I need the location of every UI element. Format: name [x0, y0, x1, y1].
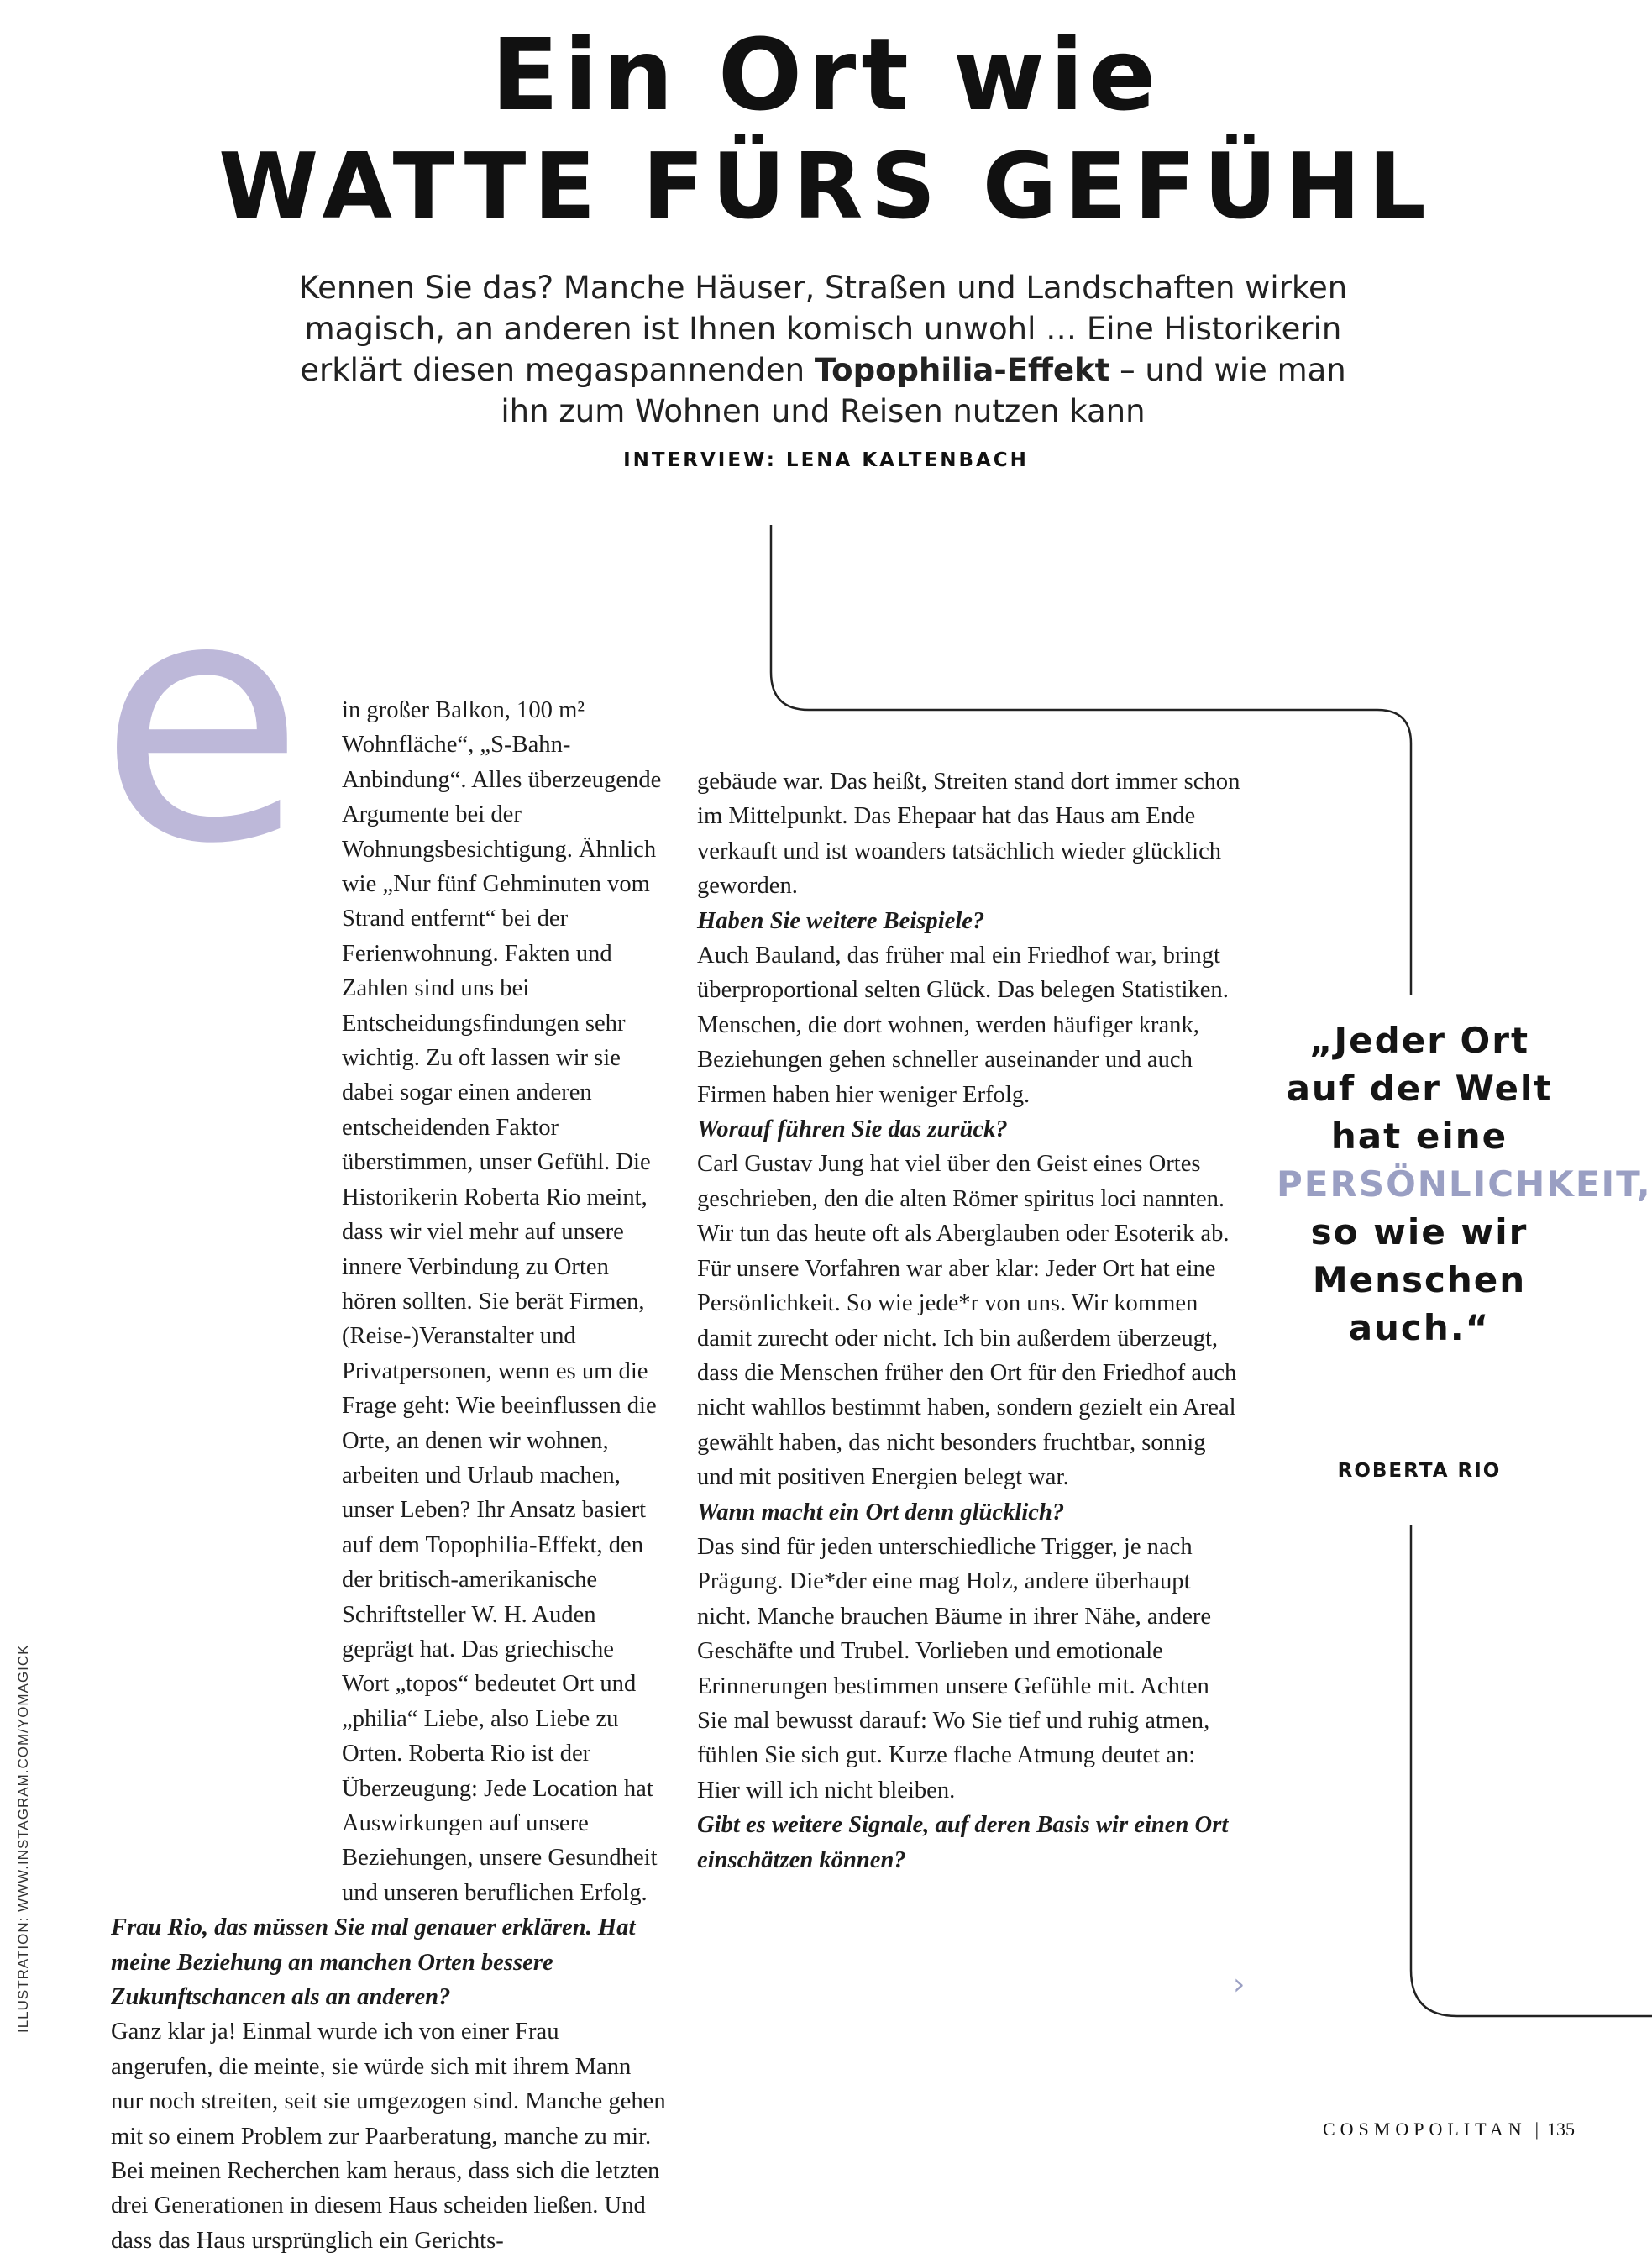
article-paragraph: Carl Gustav Jung hat viel über den Geist eines Ortes geschrieben, den die alten Römer spiritus loci nannten. Wir tun das heute oft als Aberglauben oder Esoterik ab. Für unsere Vorfahren war aber klar: Jeder Ort hat eine Persönlichkeit. So wie jede*r von uns. Wir kommen damit zurecht oder nicht. Ich bin außerdem überzeugt, dass die Menschen früher den Ort für den Friedhof auch nicht wahllos bestimmt haben, sondern gezielt ein Areal gewählt haben, das nicht besonders fruchtbar, sonnig und mit positiven Energien belegt war.: [697, 1151, 1237, 1491]
pull-quote: [1277, 1016, 1652, 1352]
byline: INTERVIEW: LENA KALTENBACH: [623, 449, 1029, 471]
pull-quote-before: „Jeder Ort auf der Welt hat eine: [1286, 1020, 1553, 1157]
article-paragraph: gebäude war. Das heißt, Streiten stand dort immer schon im Mittelpunkt. Das Ehepaar hat das Haus am Ende verkauft und ist woanders tatsächlich wieder glücklich geworden.: [697, 769, 1240, 900]
page-footer: [1323, 2119, 1592, 2140]
intro-text-before: Kennen Sie das? Manche Häuser, Straßen und Landschaften wirken magisch, an anderen ist Ihnen komisch unwohl … Eine Historikerin erklärt diesen megaspannenden: [298, 270, 1348, 388]
illustration-credit: ILLUSTRATION: WWW.INSTAGRAM.COM/YOMAGICK: [15, 1644, 31, 2033]
intro-text-after: – und wie man ihn zum Wohnen und Reisen nutzen kann: [501, 352, 1346, 429]
article-paragraph: Das sind für jeden unterschiedliche Trigger, je nach Prägung. Die*der eine mag Holz, andere überhaupt nicht. Manche brauchen Bäume in ihrer Nähe, andere Geschäfte und Trubel. Vorlieben und emotionale Erinnerungen bestimmen unsere Gefühle mit. Achten Sie mal bewusst darauf: Wo Sie tief und ruhig atmen, fühlen Sie sich gut. Kurze flache Atmung deutet an: Hier will ich nicht bleiben.: [697, 1533, 1212, 1804]
magazine-name: COSMOPOLITAN: [1323, 2119, 1527, 2140]
headline-line-2: WATTE FÜRS GEFÜHL: [218, 134, 1434, 239]
article-paragraph: Ganz klar ja! Einmal wurde ich von einer Frau angerufen, die meinte, sie würde sich mit ihrem Mann nur noch streiten, seit sie umgezogen sind. Manche gehen mit so einem Problem zur Paarberatung, manche zu mir. Bei meinen Recherchen kam heraus, dass sich die letzten drei Generationen in diesem Haus scheiden ließen. Und dass das Haus ursprünglich ein Gerichts-: [111, 2019, 666, 2254]
interview-question: Frau Rio, das müssen Sie mal genauer erklären. Hat meine Beziehung an manchen Orten bessere Zukunftschancen als an anderen?: [111, 1914, 636, 2011]
intro-highlight: Topophilia-Effekt: [814, 352, 1110, 388]
article-column-left: [111, 693, 667, 2258]
continue-arrow-icon: ›: [1233, 1967, 1246, 2002]
article-paragraph: Auch Bauland, das früher mal ein Friedhof war, bringt überproportional selten Glück. Das belegen Statistiken. Menschen, die dort wohnen, werden häufiger krank, Beziehungen gehen schneller auseinander und auch Firmen haben hier weniger Erfolg.: [697, 943, 1229, 1108]
page-number: 135: [1547, 2119, 1575, 2140]
interview-question: Haben Sie weitere Beispiele?: [697, 907, 985, 934]
pull-quote-after: so wie wir Menschen auch.“: [1310, 1211, 1529, 1348]
interview-question: Worauf führen Sie das zurück?: [697, 1116, 1008, 1143]
headline-line-1: Ein Ort wie: [490, 17, 1162, 133]
pull-quote-author: ROBERTA RIO: [1337, 1460, 1502, 1482]
interview-question: Wann macht ein Ort denn glücklich?: [697, 1499, 1065, 1525]
interview-question: Gibt es weitere Signale, auf deren Basis wir einen Ort einschätzen können?: [697, 1812, 1229, 1873]
pull-quote-highlight: PERSÖNLICHKEIT,: [1277, 1163, 1652, 1205]
article-paragraph: in großer Balkon, 100 m² Wohnfläche“, „S-Bahn-Anbindung“. Alles überzeugende Argumente bei der Wohnungsbesichtigung. Ähnlich wie „Nur fünf Gehminuten vom Strand entfernt“ bei der Ferienwohnung. Fakten und Zahlen sind uns bei Entscheidungsfindungen sehr wichtig. Zu oft lassen wir sie dabei sogar einen anderen entscheidenden Faktor überstimmen, unser Gefühl. Die Historikerin Roberta Rio meint, dass wir viel mehr auf unsere innere Verbindung zu Orten hören sollten. Sie berät Firmen, (Reise-)Veranstalter und Privatpersonen, wenn es um die Frage geht: Wie beeinflussen die Orte, an denen wir wohnen, arbeiten und Urlaub machen, unser Leben? Ihr Ansatz basiert auf dem Topophilia-Effekt, den der britisch-amerikanische Schriftsteller W. H. Auden geprägt hat. Das griechische Wort „topos“ bedeutet Ort und „philia“ Liebe, also Liebe zu Orten. Roberta Rio ist der Überzeugung: Jede Location hat Auswirkungen auf unsere Beziehungen, unsere Gesundheit und unseren beruflichen Erfolg.: [342, 697, 662, 1906]
drop-cap-letter: e: [97, 617, 306, 878]
article-column-right: [697, 764, 1243, 1877]
footer-separator: |: [1534, 2119, 1539, 2140]
